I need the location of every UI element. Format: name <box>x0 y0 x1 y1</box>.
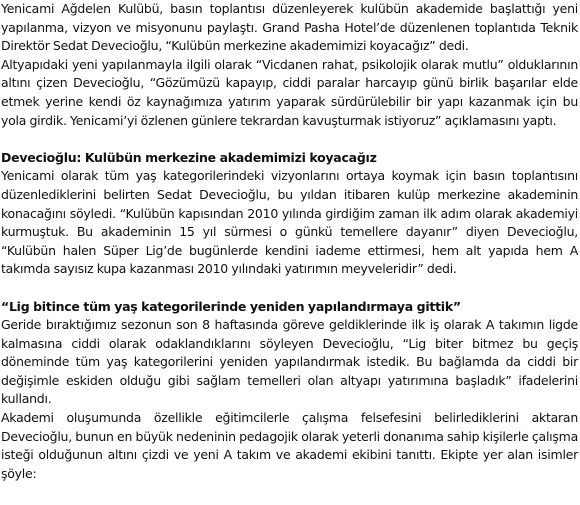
section-2-heading: “Lig bitince tüm yaş kategorilerinde yeniden yapılandırmaya gittik” <box>1 298 461 314</box>
paragraph-gap <box>1 130 578 149</box>
intro-paragraph-2: Altyapıdaki yeni yapılanmayla ilgili olarak “Vicdanen rahat, psikolojik olarak mutlu” olduklarının altını çizen Devecioğlu, “Gözümüzü kapayıp, ciddi paralar harcayıp günü birlik başarılar elde etmek yerine kendi öz kaynağımıza yatırım yaparak sürdürülebilir bir yapı kazanmak için bu yola girdik. Yenicami’yi özlenen günlere tekrardan kavuşturmak istiyoruz” açıklamasını yaptı. <box>1 56 578 128</box>
section-1-heading: Devecioğlu: Kulübün merkezine akademimizi koyacağız <box>1 149 377 165</box>
article-body <box>1 0 578 483</box>
paragraph-gap <box>1 279 578 298</box>
section-2-paragraph-2: Akademi oluşumunda özellikle eğitimcilerle çalışma felsefesini belirlediklerini aktaran Devecioğlu, bunun en büyük nedeninin pedagojik olarak yeterli donanıma sahip kişilerle çalışma isteği olduğunun altını çizdi ve yeni A takım ve akademi ekibini tanıttı. Ekipte yer alan isimler şöyle: <box>1 410 578 481</box>
section-2-paragraph-1: Geride bıraktığımız sezonun son 8 haftasında göreve geldiklerinde ilk iş olarak A takımın ligde kalmasına ciddi olarak odaklandıklarını söyleyen Devecioğlu, “Lig biter bitmez bu geçiş döneminde tüm yaş kategorilerini yeniden yapılandırmak istedik. Bu bağlamda da ciddi bir değişimle eskiden olduğu gibi sağlam temelleri olan altyapı yatırımına başladık” ifadelerini kullandı. <box>1 317 578 407</box>
intro-paragraph-1: Yenicami Ağdelen Kulübü, basın toplantısı düzenleyerek kulübün akademide başlattığı yeni yapılanma, vizyon ve misyonunu paylaştı. Grand Pasha Hotel’de düzenlenen toplantıda Teknik Direktör Sedat Devecioğlu, “Kulübün merkezine akademimizi koyacağız” dedi. <box>1 1 578 54</box>
section-1-paragraph-1: Yenicami olarak tüm yaş kategorilerindeki vizyonlarını ortaya koymak için basın toplantısını düzenlediklerini belirten Sedat Devecioğlu, bu yıldan itibaren kulüp merkezine akademinin konacağını söyledi. “Kulübün kapısından 2010 yılında girdiğim zaman ilk adım olarak akademiyi kurmuştuk. Bu akademinin 15 yıl sürmesi o günkü temellere dayanır” diyen Devecioğlu, “Kulübün halen Süper Lig’de bugünlerde kendini iademe ettirmesi, hem alt yapıda hem A takımda sayısız kupa kazanması 2010 yılındaki yatırımın meyveleridir” dedi. <box>1 168 578 277</box>
